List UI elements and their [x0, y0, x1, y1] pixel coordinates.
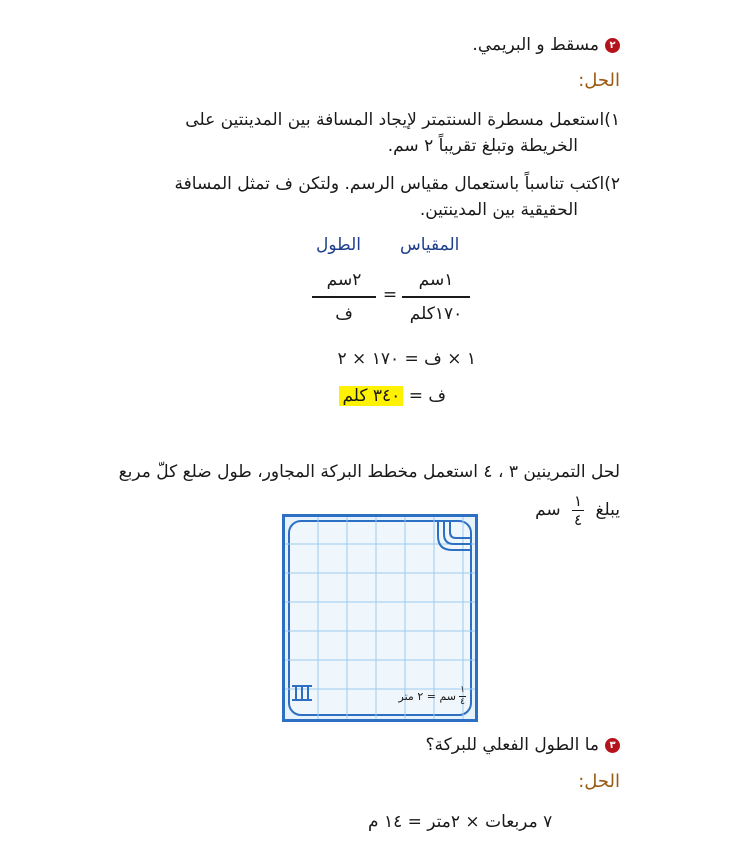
fraction-numerator: ١: [574, 491, 583, 510]
result-prefix: ف =: [408, 386, 446, 406]
length-header: الطول: [316, 235, 361, 255]
intro-prefix: يبلغ: [595, 500, 620, 520]
length-fraction-bar: [312, 296, 376, 298]
pool-diagram: [282, 514, 478, 722]
scale-denominator: ١٧٠كلم: [409, 304, 463, 324]
legend-text: سم = ٢ متر: [398, 690, 456, 703]
step-2: [100, 170, 620, 198]
pool-scale-legend: [399, 686, 466, 707]
equals-sign: =: [382, 285, 398, 305]
scale-numerator: ١سم: [418, 270, 454, 290]
step-text-line1: اكتب تناسباً باستعمال مقياس الرسم. ولتكن ف تمثل المسافة: [174, 174, 605, 194]
problem-title: ما الطول الفعلي للبركة؟: [425, 735, 599, 755]
legend-fraction: [459, 686, 466, 707]
intro-line2: [535, 490, 620, 530]
scale-header: المقياس: [400, 235, 460, 255]
problem-2-header: [472, 31, 620, 59]
step-1-line2: الخريطة وتبلغ تقريباً ٢ سم.: [387, 136, 578, 156]
cross-multiplication: ١ × ف = ١٧٠ × ٢: [337, 349, 476, 369]
step-number: ٢): [604, 174, 620, 194]
step-number: ١): [604, 110, 620, 130]
legend-denominator: ٤: [460, 697, 465, 707]
intro-suffix: سم: [535, 500, 561, 520]
quarter-fraction: [572, 493, 584, 528]
solution-label: الحل:: [578, 771, 620, 792]
length-denominator: ف: [335, 304, 353, 324]
fraction-denominator: ٤: [574, 510, 583, 529]
intro-line1: لحل التمرينين ٣ ، ٤ استعمل مخطط البركة المجاور، طول ضلع كلّ مربع: [118, 462, 620, 482]
problem-3-header: [425, 731, 620, 759]
step-1: [100, 106, 620, 134]
result-value: ٣٤٠ كلم: [339, 386, 403, 406]
problem-3-answer: ٧ مربعات × ٢متر = ١٤ م: [368, 812, 553, 832]
scale-fraction-bar: [402, 296, 470, 298]
problem-number-badge: ٢: [605, 38, 620, 53]
step-2-line2: الحقيقية بين المدينتين.: [419, 200, 578, 220]
problem-number-badge: ٣: [605, 738, 620, 753]
legend-numerator: ١: [460, 685, 465, 695]
solution-label: الحل:: [578, 70, 620, 91]
step-text-line1: استعمل مسطرة السنتمتر لإيجاد المسافة بين المدينتين على: [185, 110, 605, 130]
result-line: [334, 382, 446, 410]
problem-title: مسقط و البريمي.: [472, 35, 599, 55]
length-numerator: ٢سم: [326, 270, 362, 290]
pool-ladder: [292, 686, 312, 700]
